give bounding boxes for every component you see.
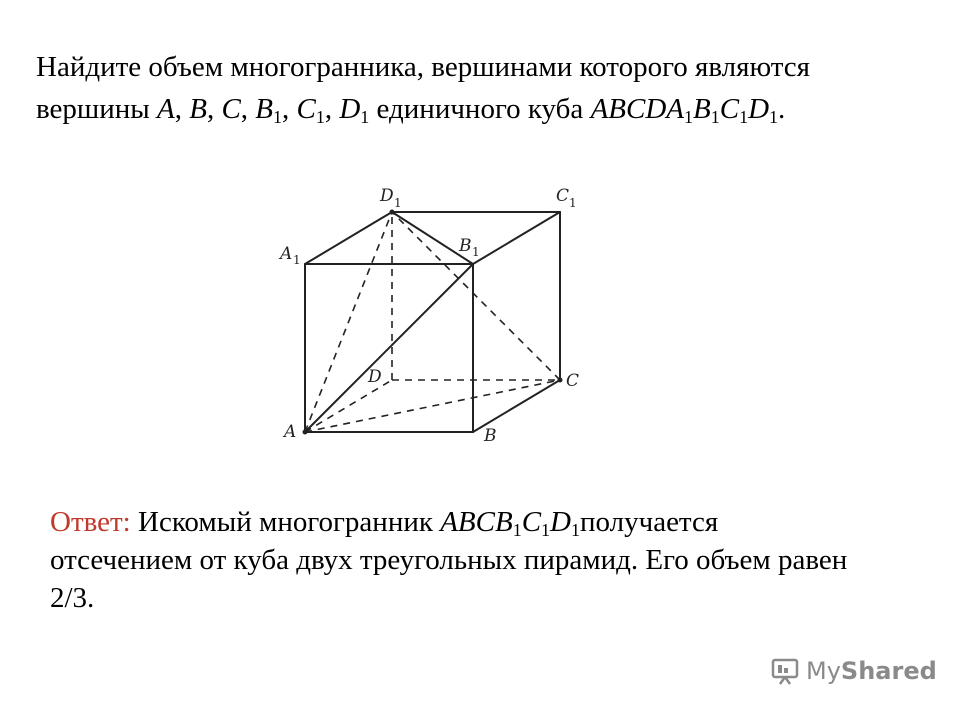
brand-shared: Shared	[840, 657, 937, 685]
vertex-b: B	[189, 93, 207, 125]
vertex-c1: C	[296, 93, 316, 125]
poly-letter: B	[494, 506, 513, 538]
problem-prefix: вершины	[36, 93, 150, 125]
label-b1: B	[459, 236, 472, 256]
answer-text-1: Искомый многогранник	[138, 506, 433, 538]
answer-text-2: получается	[580, 506, 719, 538]
label-c1: C	[556, 186, 570, 206]
vertex-a: A	[157, 93, 175, 125]
subscript: 1	[684, 107, 694, 127]
poly-letter: A	[440, 506, 458, 538]
cube-letter: A	[666, 93, 685, 125]
answer-line-2: отсечением от куба двух треугольных пирамид. Его объем равен	[50, 544, 848, 576]
diag-cd1-hidden	[392, 212, 560, 380]
vertex-c: C	[221, 93, 241, 125]
label-c1-sub: 1	[569, 196, 577, 210]
period: .	[778, 93, 786, 125]
sep: ,	[174, 93, 190, 125]
subscript: 1	[571, 520, 580, 540]
poly-letter: B	[457, 506, 476, 538]
answer-line-3: 2/3.	[50, 582, 95, 614]
cube-letter: C	[719, 93, 740, 125]
label-a: A	[284, 422, 297, 442]
vertex-dot-c	[558, 378, 563, 383]
label-a1: A	[280, 244, 293, 264]
sep: ,	[206, 93, 222, 125]
edge-d1a1	[305, 212, 392, 264]
poly-letter: C	[521, 506, 542, 538]
sep: ,	[282, 93, 297, 125]
edge-b1c1	[473, 212, 560, 264]
cube-letter: C	[626, 93, 646, 125]
diag-ad1-hidden	[305, 212, 392, 432]
sep: ,	[240, 93, 256, 125]
problem-line-1: Найдите объем многогранника, вершинами которого являются	[36, 51, 810, 83]
poly-letter: C	[475, 506, 495, 538]
answer-block	[50, 503, 940, 617]
label-a1-sub: 1	[293, 253, 301, 267]
label-b1-sub: 1	[472, 245, 480, 259]
subscript: 1	[360, 107, 370, 127]
label-c: C	[566, 371, 580, 391]
cube-letter: D	[645, 93, 667, 125]
presentation-board-icon	[770, 656, 800, 686]
subscript: 1	[273, 107, 282, 127]
vertex-b1: B	[255, 93, 273, 125]
watermark-logo	[770, 656, 937, 686]
cube-letter: B	[693, 93, 711, 125]
vertex-dot-d1	[390, 210, 395, 215]
subscript: 1	[710, 107, 720, 127]
vertex-d1: D	[339, 93, 361, 125]
subscript: 1	[541, 520, 551, 540]
diag-ac-hidden	[305, 380, 560, 432]
problem-middle: единичного куба	[376, 93, 584, 125]
vertex-dot-a	[303, 430, 308, 435]
edge-bc	[473, 380, 560, 432]
subscript: 1	[769, 107, 779, 127]
answer-line-1	[50, 503, 940, 541]
cube-letter: D	[748, 93, 770, 125]
polyhedron-name	[440, 506, 580, 538]
cube-letter: B	[608, 93, 626, 125]
brand-my: My	[806, 657, 841, 685]
sep: ,	[324, 93, 340, 125]
subscript: 1	[739, 107, 749, 127]
subscript: 1	[315, 107, 325, 127]
label-b: B	[484, 426, 497, 446]
label-d1-sub: 1	[394, 196, 402, 210]
poly-letter: D	[550, 506, 571, 538]
answer-label: Ответ:	[50, 506, 131, 538]
cube-letter: A	[590, 93, 609, 125]
diag-ab1	[305, 264, 473, 432]
label-d1: D	[380, 186, 394, 206]
subscript: 1	[512, 520, 522, 540]
label-d: D	[368, 367, 382, 387]
